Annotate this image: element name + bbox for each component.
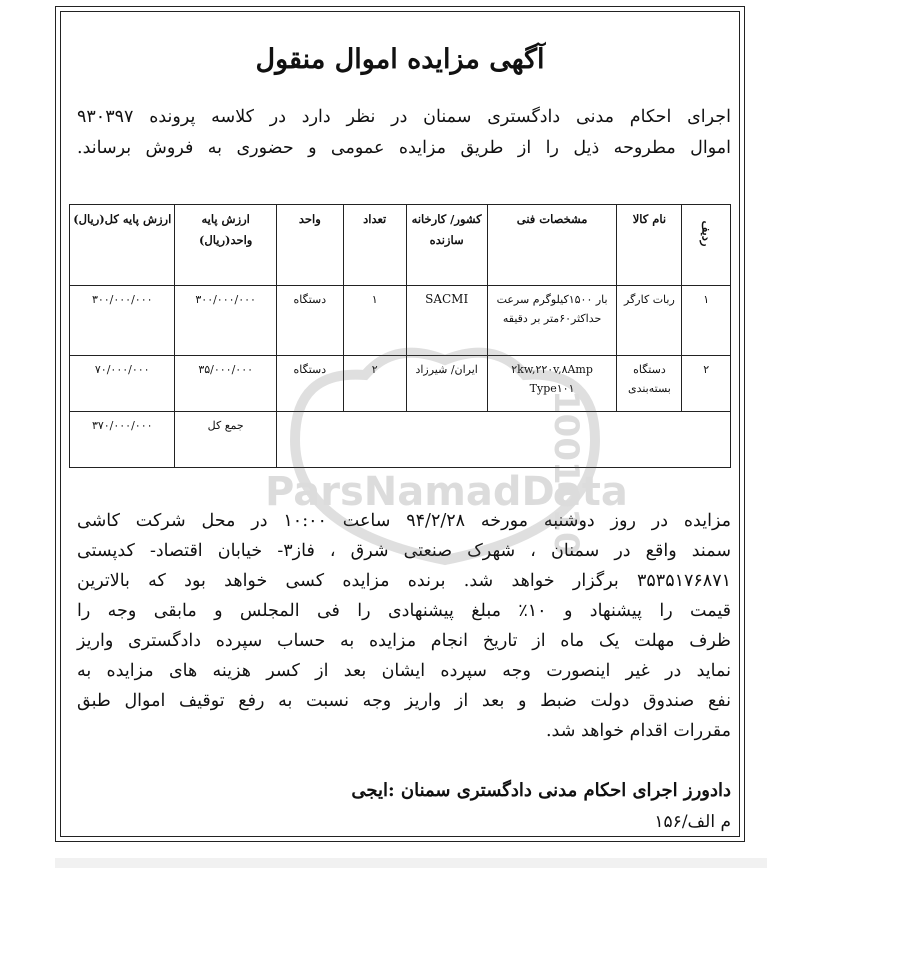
body-line: ظرف مهلت یک ماه از تاریخ انجام مزایده به حساب سپرده دادگستری واریز [77, 631, 731, 651]
notice-frame-inner [60, 11, 740, 837]
body-line: قیمت را پیشنهاد و ۱۰٪ مبلغ پیشنهادی را فی المجلس و مابقی وجه را [77, 601, 731, 621]
body-line: سمند واقع در سمنان ، شهرک صنعتی شرق ، فاز۳- خیابان اقتصاد- کدپستی [77, 541, 731, 561]
cell-country: ایران/ شیرزاد [406, 356, 487, 412]
cell-unit: دستگاه [276, 286, 343, 356]
body-line: مزایده در روز دوشنبه مورخه ۹۴/۲/۲۸ ساعت ۱۰:۰۰ در محل شرکت کاشی [77, 511, 732, 531]
table-row [70, 356, 731, 412]
sum-empty-cell [276, 412, 730, 468]
table-row [70, 286, 731, 356]
body-line: نماید در غیر اینصورت وجه سپرده ایشان بعد از کسر هزینه های مزایده به [77, 661, 731, 681]
cell-count: ۱ [343, 286, 406, 356]
cell-name: دستگاه بسته‌بندی [617, 356, 682, 412]
header-unit-price: ارزش پایه واحد(ریال) [175, 205, 276, 286]
cell-sum-value: ۳۷۰/۰۰۰/۰۰۰ [70, 412, 175, 468]
cell-specs: بار ۱۵۰۰کیلوگرم سرعت حداکثر۶۰متر بر دقیقه [487, 286, 617, 356]
cell-unit-price: ۳۰۰/۰۰۰/۰۰۰ [175, 286, 276, 356]
header-radif: ردیف [682, 205, 731, 286]
cell-total-price: ۳۰۰/۰۰۰/۰۰۰ [70, 286, 175, 356]
intro-line: اجرای احکام مدنی دادگستری سمنان در نظر دارد در کلاسه پرونده ۹۳۰۳۹۷ [77, 107, 731, 127]
header-country: کشور/ کارخانه سازنده [406, 205, 487, 286]
watermark-numbers: 1001010 [546, 390, 586, 556]
cell-count: ۲ [343, 356, 406, 412]
goods-table [69, 204, 731, 468]
notice-intro [77, 102, 731, 164]
intro-line: اموال مطروحه ذیل را از طریق مزایده عمومی و حضوری به فروش برساند. [77, 138, 731, 158]
notice-signer: دادورز اجرای احکام مدنی دادگستری سمنان :ایجی [351, 780, 731, 801]
cell-name: ربات کارگر [617, 286, 682, 356]
header-count: تعداد [343, 205, 406, 286]
table-header-row [70, 205, 731, 286]
header-specs: مشخصات فنی [487, 205, 617, 286]
body-line: ۳۵۳۵۱۷۶۸۷۱ برگزار خواهد شد. برنده مزایده کسی خواهد بود که بالاترین [77, 571, 731, 591]
body-line: مقررات اقدام خواهد شد. [545, 721, 731, 741]
notice-frame-outer [55, 6, 745, 842]
cell-radif: ۱ [682, 286, 731, 356]
cell-country: SACMI [406, 286, 487, 356]
table-sum-row [70, 412, 731, 468]
cell-unit: دستگاه [276, 356, 343, 412]
notice-title: آگهی مزایده اموال منقول [255, 44, 545, 75]
cell-unit-price: ۳۵/۰۰۰/۰۰۰ [175, 356, 276, 412]
body-line: نفع صندوق دولت ضبط و بعد از واریز وجه نسبت به رفع توقیف اموال طبق [77, 691, 731, 711]
notice-body [77, 506, 731, 746]
header-name: نام کالا [617, 205, 682, 286]
cell-total-price: ۷۰/۰۰۰/۰۰۰ [70, 356, 175, 412]
notice-reference: م الف/۱۵۶ [654, 812, 731, 832]
cell-radif: ۲ [682, 356, 731, 412]
watermark-brand: ParsNamadData [265, 469, 628, 515]
cell-sum-label: جمع کل [175, 412, 276, 468]
cell-specs: ۲kw,۲۲۰v,۸Amp Type۱۰۱ [487, 356, 617, 412]
header-unit: واحد [276, 205, 343, 286]
header-total-price: ارزش پایه کل(ریال) [70, 205, 175, 286]
bottom-gray-band [55, 858, 767, 868]
